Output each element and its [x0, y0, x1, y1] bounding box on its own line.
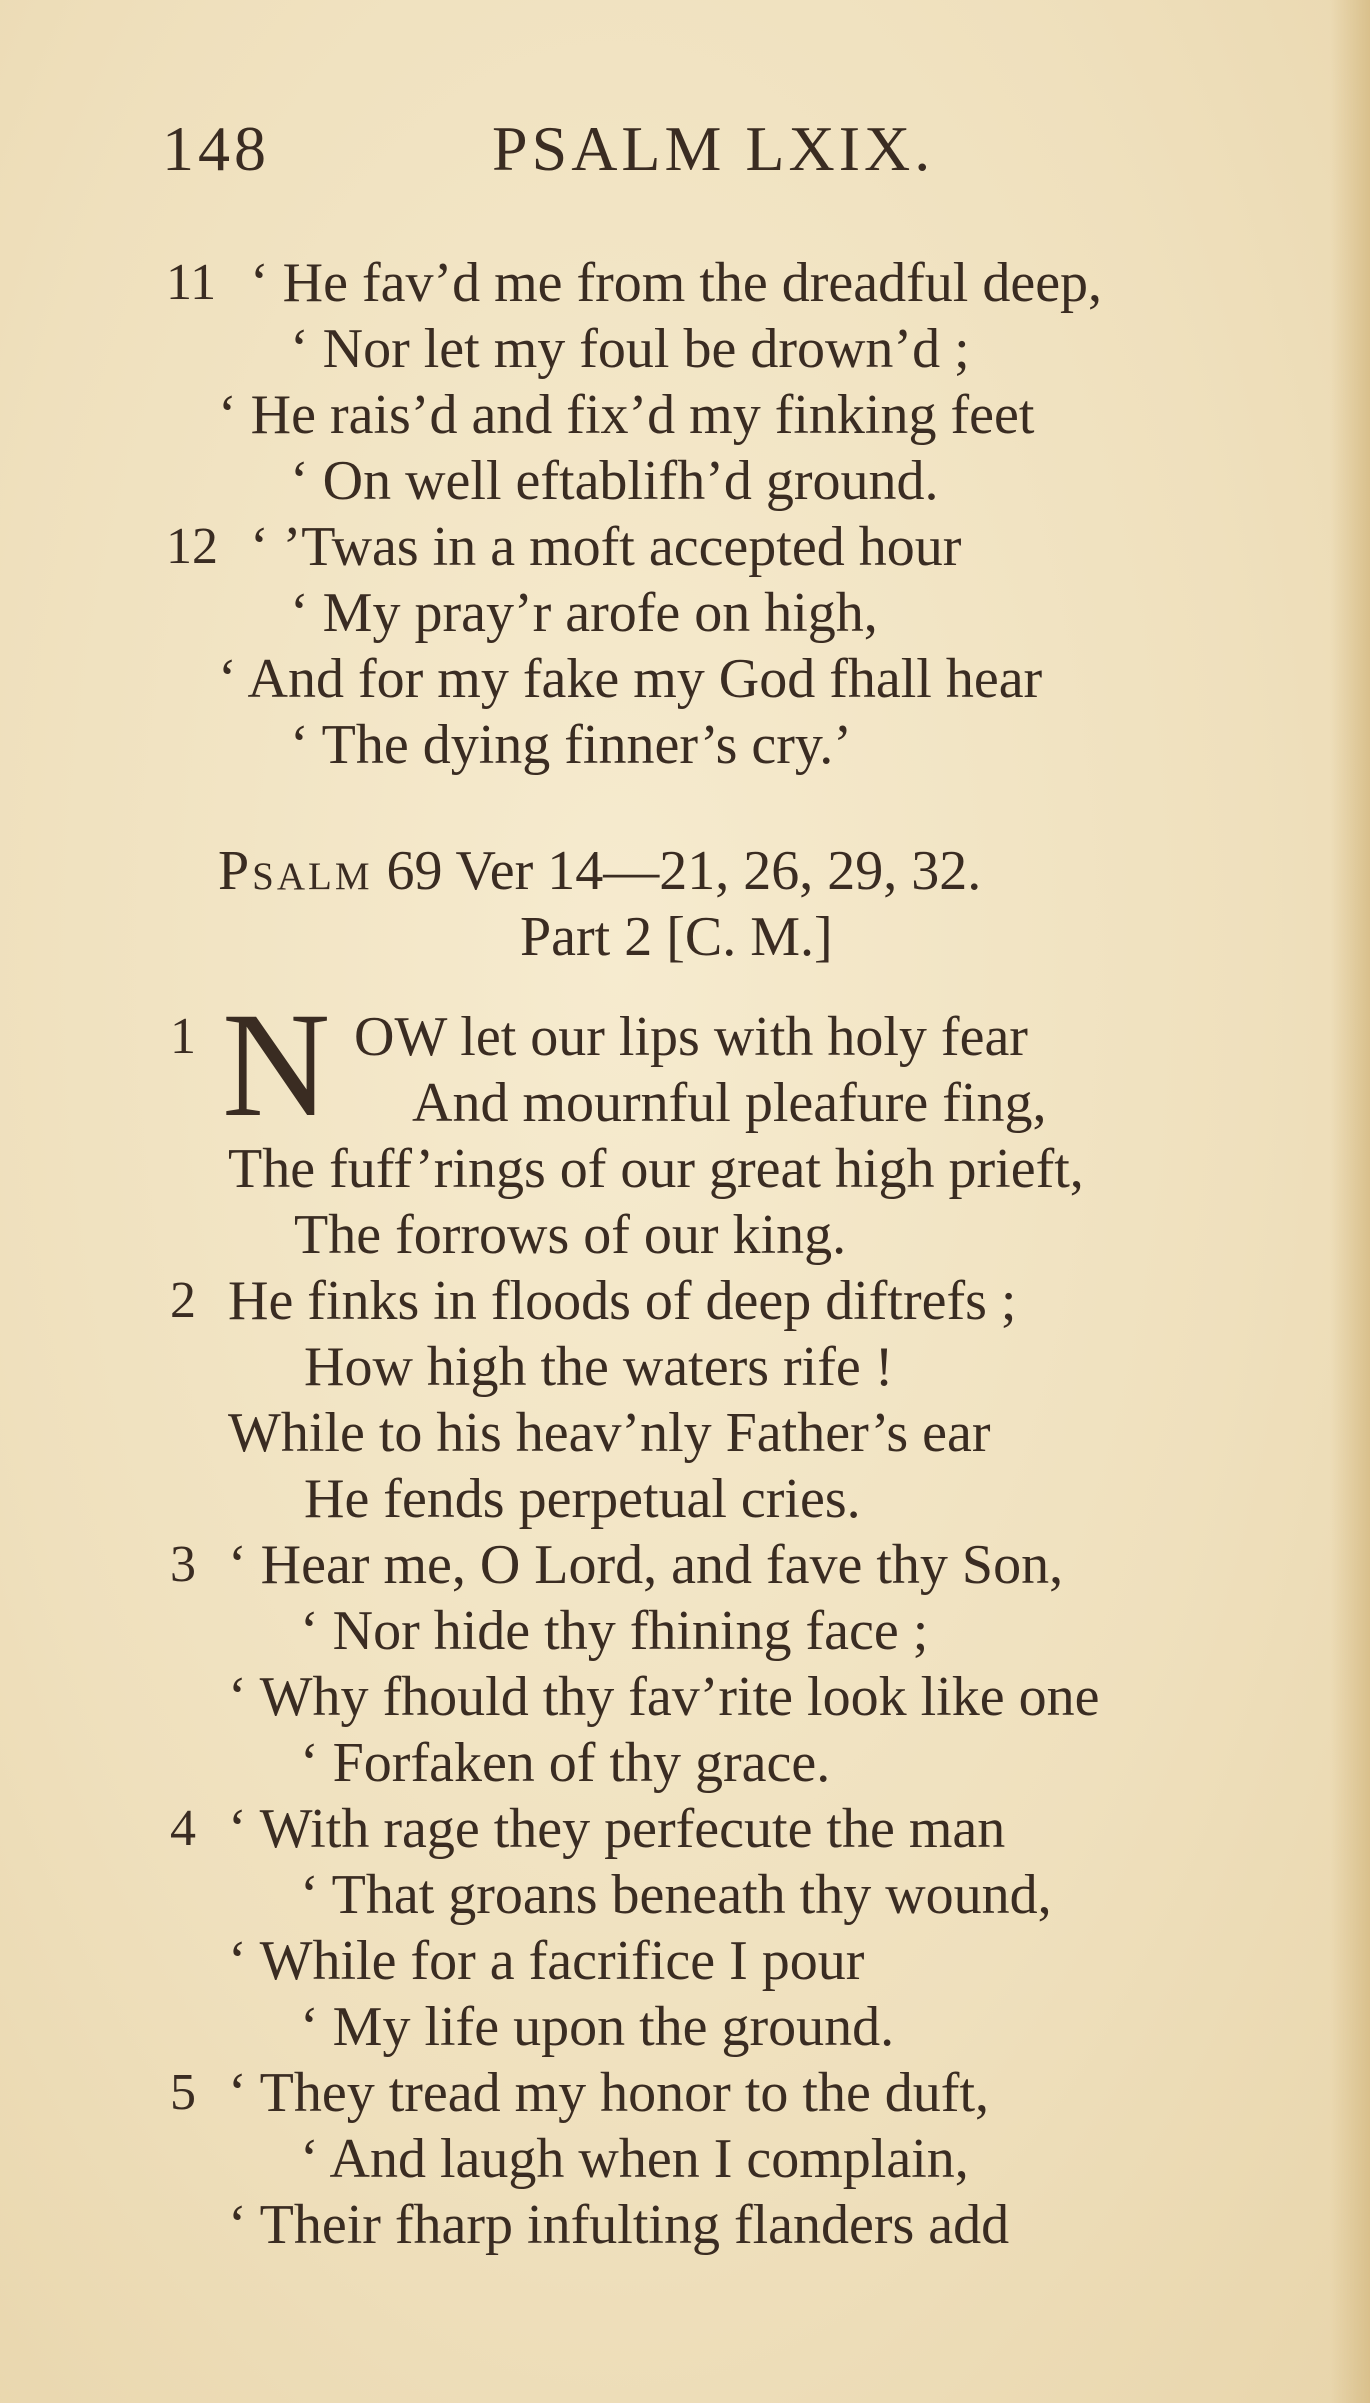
verse-line: ‘ That groans beneath thy wound,: [300, 1864, 1052, 1926]
verse-line: He fends perpetual cries.: [304, 1468, 861, 1530]
stanza-number: 5: [170, 2064, 196, 2121]
verse-line: ‘ ’Twas in a moft accepted hour: [250, 516, 962, 578]
page-edge-shadow: [1330, 0, 1370, 2403]
heading-psalm-label: Psalm: [218, 840, 373, 902]
verse-line: ‘ They tread my honor to the duft,: [228, 2062, 990, 2124]
verse-line: ‘ Nor let my foul be drown’d ;: [290, 318, 970, 380]
heading-verses: 69 Ver 14—21, 26, 29, 32.: [386, 840, 982, 902]
verse-line: And mournful pleafure fing,: [412, 1072, 1047, 1134]
verse-line: He finks in floods of deep diftrefs ;: [228, 1270, 1017, 1332]
verse-line: ‘ And laugh when I complain,: [300, 2128, 969, 2190]
section-subheading: Part 2 [C. M.]: [520, 906, 833, 968]
stanza-number: 4: [170, 1800, 196, 1857]
drop-cap: N: [222, 982, 331, 1148]
verse-line: The forrows of our king.: [294, 1204, 847, 1266]
page-number: 148: [162, 113, 270, 184]
verse-line: OW let our lips with holy fear: [354, 1006, 1028, 1068]
verse-line: ‘ With rage they perfecute the man: [228, 1798, 1006, 1860]
verse-line: While to his heav’nly Father’s ear: [228, 1402, 991, 1464]
running-title: PSALM LXIX.: [492, 113, 935, 184]
verse-line: ‘ My pray’r arofe on high,: [290, 582, 878, 644]
verse-line: ‘ He fav’d me from the dreadful deep,: [250, 252, 1103, 314]
verse-line: ‘ Forfaken of thy grace.: [300, 1732, 831, 1794]
stanza-number: 3: [170, 1536, 196, 1593]
verse-line: How high the waters rife !: [304, 1336, 894, 1398]
verse-line: ‘ Nor hide thy fhining face ;: [300, 1600, 929, 1662]
verse-line: ‘ The dying finner’s cry.’: [290, 714, 852, 776]
section-heading: [218, 838, 981, 904]
verse-line: ‘ While for a facrifice I pour: [228, 1930, 865, 1992]
stanza-number: 12: [166, 518, 218, 575]
stanza-number: 1: [170, 1008, 196, 1065]
verse-line: The fuff’rings of our great high prieft,: [228, 1138, 1084, 1200]
stanza-number: 2: [170, 1272, 196, 1329]
verse-line: ‘ My life upon the ground.: [300, 1996, 895, 2058]
verse-line: ‘ He rais’d and fix’d my finking feet: [218, 384, 1035, 446]
verse-line: ‘ Their fharp infulting flanders add: [228, 2194, 1010, 2256]
verse-line: ‘ On well eftablifh’d ground.: [290, 450, 939, 512]
verse-line: ‘ Hear me, O Lord, and fave thy Son,: [228, 1534, 1064, 1596]
stanza-number: 11: [166, 254, 217, 311]
verse-line: ‘ And for my fake my God fhall hear: [218, 648, 1043, 710]
verse-line: ‘ Why fhould thy fav’rite look like one: [228, 1666, 1100, 1728]
